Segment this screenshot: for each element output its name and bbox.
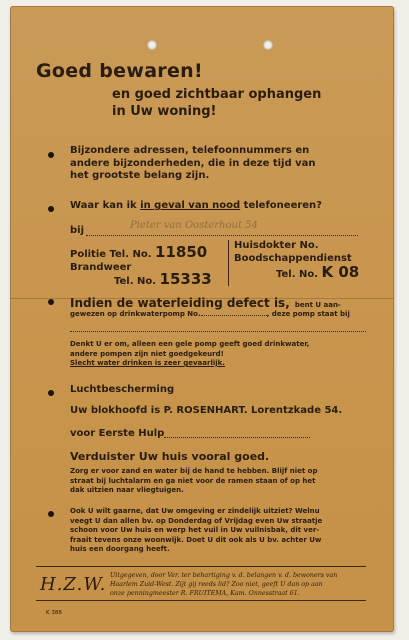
waterleiding-heading: Indien de waterleiding defect is, bent U aan- [70,296,341,310]
publisher-note: Uitgegeven, door Ver. ter behartiging v. d. belangen v. d. bewoners van Haarlem Zuid-West. Zijt gij reeds lid? Zoo niet, geeft U dan op aan onze penningmeester R. FRUITEMA, Kam. Onnesstraat 61. [110,572,338,597]
huisdokter-no: Huisdokter No. [234,240,319,251]
bullet-dot [48,206,54,212]
footer-rule [36,566,366,567]
eerste-hulp-label: voor Eerste Hulp [70,428,165,439]
hzw-logo: H.Z.W. [40,574,107,595]
page-subtitle: en goed zichtbaar ophangen in Uw woning! [112,87,322,119]
boodschappendienst: Boodschappendienst [234,253,352,264]
fill-line [70,331,366,332]
pomp-line: gewezen op drinkwaterpomp No. , deze pomp staat bij [70,310,350,318]
bullet-dot [48,511,54,517]
print-code: K 388 [46,610,62,616]
verduister-text: Zorg er voor zand en water bij de hand te hebben. Blijf niet op straat bij luchtalarm en ga niet voor de ramen staan of op het dak uitzien naar vliegtuigen. [70,467,318,494]
page-title: Goed bewaren! [36,60,203,82]
bullet-dot [48,299,54,305]
bullet-dot [48,152,54,158]
blokhoofd: Uw blokhoofd is P. ROSENHART. Lorentzkade 54. [70,405,343,416]
pomp-warning: Denkt U er om, alleen een gele pomp geeft goed drinkwater, andere pompen zijn niet goedgekeurd! Slecht water drinken is zeer gevaarlijk. [70,340,310,367]
footer-rule [36,600,366,601]
brandweer-tel: Brandweer Tel. No. 15333 [70,262,212,288]
handwritten-entry: Pieter van Oosterhout 54 [130,220,258,231]
straatje-text: Ook U wilt gaarne, dat Uw omgeving er zindelijk uitziet? Welnu veegt U dan allen bv. op Donderdag of Vrijdag even Uw straatje schoon voor Uw huis en werp het vuil in Uw vuilnisbak, dit ver- fraait tevens onze woonwijk. Doet U dit ook als U bv. achter Uw huis een doorgang heeft. [70,507,323,553]
bullet-dot [48,390,54,396]
luchtbescherming-title: Luchtbescherming [70,384,175,395]
fill-line [86,235,358,236]
punch-hole [147,40,157,50]
column-divider [228,240,229,286]
police-tel: Politie Tel. No. 11850 [70,243,208,261]
emergency-question: Waar kan ik in geval van nood telefoneeren? [70,200,322,211]
verduister-title: Verduister Uw huis vooral goed. [70,450,270,463]
fill-line [164,437,310,438]
punch-hole [263,40,273,50]
bij-label: bij [70,225,85,236]
boodschappendienst-tel: Tel. No. K 08 [276,263,360,281]
section-addresses: Bijzondere adressen, telefoonnummers en andere bijzonderheden, die in deze tijd van het grootste belang zijn. [70,145,316,181]
